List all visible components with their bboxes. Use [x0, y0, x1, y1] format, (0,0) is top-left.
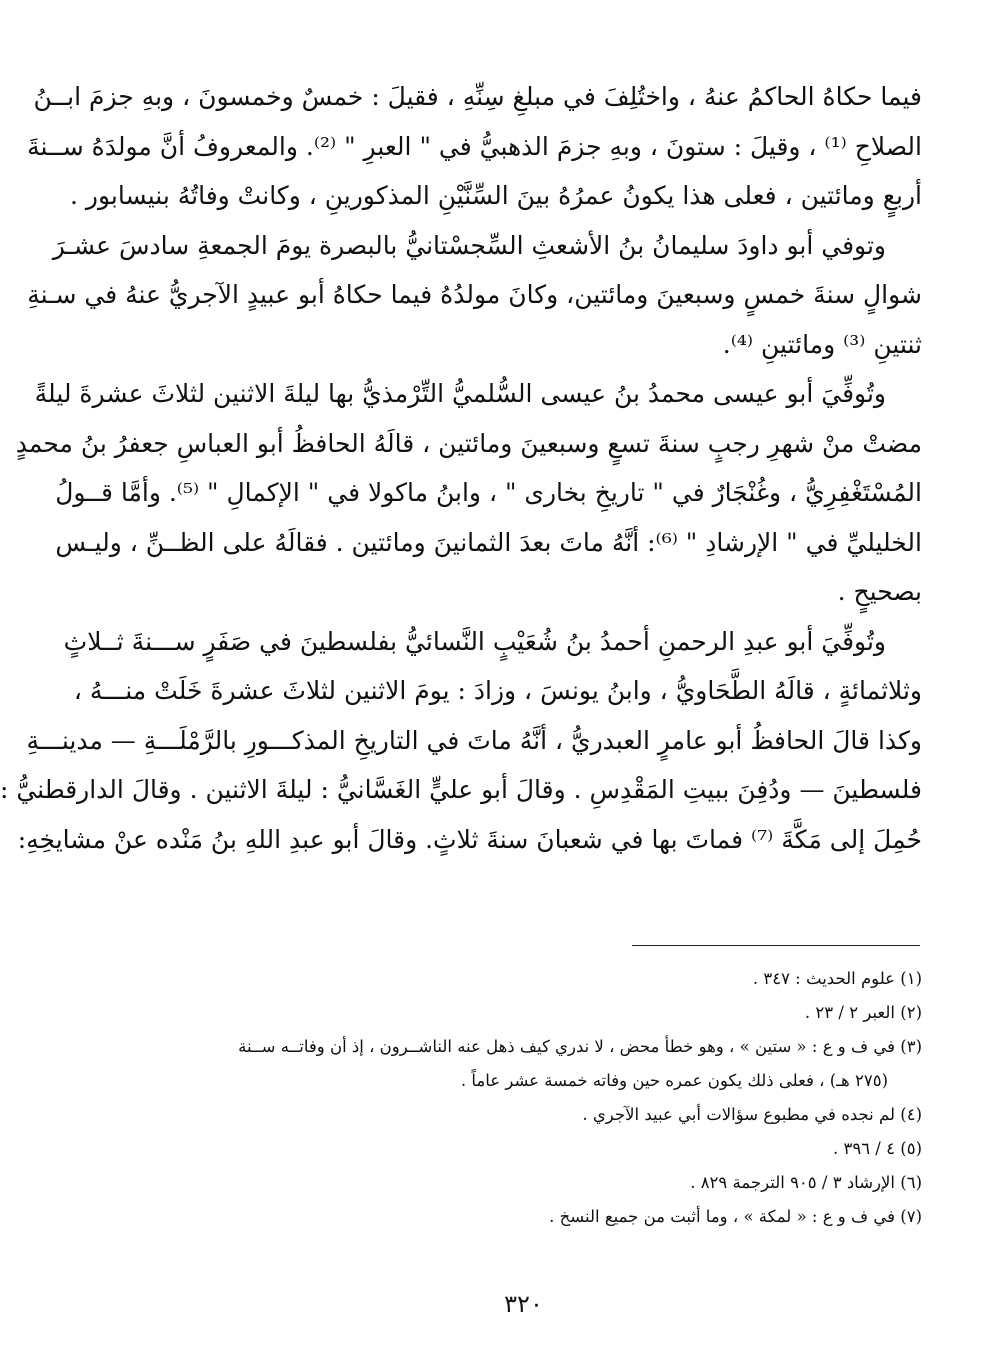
paragraph-3	[15, 369, 922, 617]
footnote-1: (١) علوم الحديث : ٣٤٧ .	[752, 969, 922, 988]
text-line: مضتْ منْ شهرِ رجبٍ سنةَ تسعٍ وسبعينَ ومائتين ، قالَهُ الحافظُ أبو العباسِ جعفرُ بنُ محمدٍ	[15, 428, 922, 458]
text-line: وكذا قالَ الحافظُ أبو عامرٍ العبدريُّ ، أنَّهُ ماتَ في التاريخِ المذكـــورِ بالرَّمْلَـــةِ — مدينـــةِ	[26, 725, 922, 755]
text-line: وتوفي أبو داودَ سليمانُ بنُ الأشعثِ السِّجسْتانيُّ بالبصرة يومَ الجمعةِ سادسَ عشـرَ	[52, 230, 886, 260]
page-number: ٣٢٠	[504, 1290, 543, 1318]
footnote-3-continuation: (٢٧٥ هـ) ، فعلى ذلك يكون عمره حين وفاته خمسة عشر عاماً .	[460, 1071, 888, 1090]
paragraph-1	[27, 72, 922, 221]
text-line: وثلاثمائةٍ ، قالَهُ الطَّحَاويُّ ، وابنُ يونسَ ، وزادَ : يومَ الاثنين لثلاثَ عشرةَ خَلَتْ منـــهُ ،	[73, 676, 922, 705]
footnotes	[152, 962, 922, 1234]
text-line: وتُوفِّيَ أبو عيسى محمدُ بنُ عيسى السُّلميُّ التِّرْمذيُّ بها ليلةَ الاثنين لثلاثَ عشرةَ ليلةً	[34, 379, 886, 408]
text-line: ثنتينِ ⁽³⁾ ومائتينِ ⁽⁴⁾.	[722, 329, 922, 359]
footnote-4: (٤) لم نجده في مطبوع سؤالات أبي عبيد الآجري .	[582, 1105, 922, 1124]
text-line: شوالٍ سنةَ خمسٍ وسبعينَ ومائتين، وكانَ مولدُهُ فيما حكاهُ أبو عبيدٍ الآجريُّ عنهُ في سـنةِ	[27, 280, 922, 309]
text-line: فيما حكاهُ الحاكمُ عنهُ ، واختُلِفَ في مبلغِ سِنِّهِ ، فقيلَ : خمسٌ وخمسونَ ، وبهِ جزمَ ابــنُ	[33, 82, 922, 111]
text-line: وتُوفِّيَ أبو عبدِ الرحمنِ أحمدُ بنُ شُعَيْبٍ النَّسائيُّ بفلسطينَ في صَفَرٍ ســـنةَ ثــلاثٍ	[63, 626, 886, 656]
text-line: المُسْتَغْفِرِيُّ ، وغُنْجَارٌ في " تاريخِ بخارى " ، وابنُ ماكولا في " الإكمالِ " ⁽⁵⁾. وأمَّا قــولُ	[55, 478, 922, 507]
text-line: الصلاحِ ⁽¹⁾ ، وقيلَ : ستونَ ، وبهِ جزمَ الذهبيُّ في " العبرِ " ⁽²⁾. والمعروفُ أنَّ مولدَهُ ســنةَ	[27, 131, 922, 161]
text-line: أربعٍ ومائتين ، فعلى هذا يكونُ عمرُهُ بينَ السِّنَّيْنِ المذكورينِ ، وكانتْ وفاتُهُ بنيسابور .	[69, 181, 922, 210]
footnote-6: (٦) الإرشاد ٣ / ٩٠٥ الترجمة ٨٢٩ .	[690, 1173, 922, 1192]
footnote-2: (٢) العبر ٢ / ٢٣ .	[804, 1003, 922, 1022]
footnote-7: (٧) في ف و ع : « لمكة » ، وما أثبت من جميع النسخ .	[549, 1207, 922, 1226]
paragraph-4	[0, 617, 922, 865]
footnote-5: (٥) ٤ / ٣٩٦ .	[832, 1139, 922, 1158]
text-line: فلسطينَ — ودُفِنَ ببيتِ المَقْدِسِ . وقالَ أبو عليٍّ الغَسَّانيُّ : ليلةَ الاثنين . وقالَ الدارقطنيُّ :	[0, 775, 922, 804]
footnote-3: (٣) في ف و ع : « ستين » ، وهو خطأ محض ، لا ندري كيف ذهل عنه الناشــرون ، إذ أن وفاتــه ســنة	[238, 1037, 922, 1056]
text-line: الخليليِّ في " الإرشادِ " ⁽⁶⁾: أنَّهُ ماتَ بعدَ الثمانينَ ومائتين . فقالَهُ على الظــنِّ ، وليـس	[55, 527, 922, 557]
main-text	[0, 72, 922, 864]
footnote-divider	[632, 945, 920, 946]
text-line: بصحيحٍ .	[837, 577, 922, 606]
text-line: حُمِلَ إلى مَكَّةَ ⁽⁷⁾ فماتَ بها في شعبانَ سنةَ ثلاثٍ. وقالَ أبو عبدِ اللهِ بنُ مَنْده عنْ مشايخِهِ:	[17, 824, 922, 854]
paragraph-2	[27, 221, 922, 370]
